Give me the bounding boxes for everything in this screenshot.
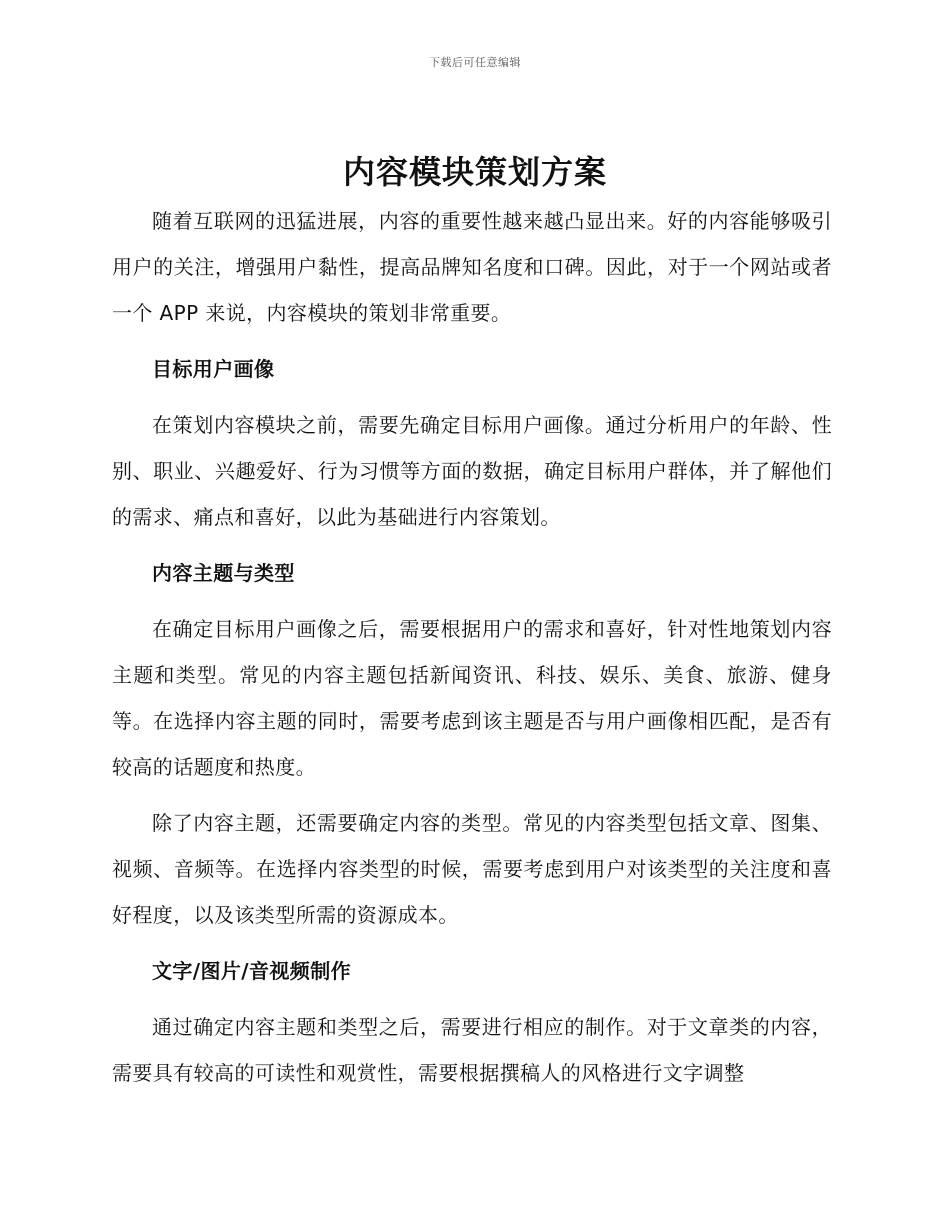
section-paragraph: 除了内容主题，还需要确定内容的类型。常见的内容类型包括文章、图集、视频、音频等。在选择内容类型的时候，需要考虑到用户对该类型的关注度和喜好程度，以及该类型所需的资源成本。: [112, 811, 832, 927]
header-note: 下载后可任意编辑: [429, 56, 521, 69]
intro-paragraph: 随着互联网的迅猛进展，内容的重要性越来越凸显出来。好的内容能够吸引用户的关注，增强用户黏性，提高品牌知名度和口碑。因此，对于一个网站或者一个 APP 来说，内容模块的策划非常重要。: [112, 209, 832, 325]
section-paragraph: 在策划内容模块之前，需要先确定目标用户画像。通过分析用户的年龄、性别、职业、兴趣爱好、行为习惯等方面的数据，确定目标用户群体，并了解他们的需求、痛点和喜好，以此为基础进行内容策划。: [112, 413, 832, 529]
section-heading-target-user: 目标用户画像: [152, 357, 275, 381]
document-title: 内容模块策划方案: [342, 153, 607, 191]
document-body: [112, 198, 832, 1096]
section-paragraph: 通过确定内容主题和类型之后，需要进行相应的制作。对于文章类的内容，需要具有较高的可读性和观赏性，需要根据撰稿人的风格进行文字调整: [112, 1015, 832, 1085]
section-heading-production: 文字/图片/音视频制作: [152, 959, 352, 983]
section-heading-content-topic: 内容主题与类型: [152, 561, 295, 585]
section-paragraph: 在确定目标用户画像之后，需要根据用户的需求和喜好，针对性地策划内容主题和类型。常见的内容主题包括新闻资讯、科技、娱乐、美食、旅游、健身等。在选择内容主题的同时，需要考虑到该主题是否与用户画像相匹配，是否有较高的话题度和热度。: [112, 617, 832, 779]
